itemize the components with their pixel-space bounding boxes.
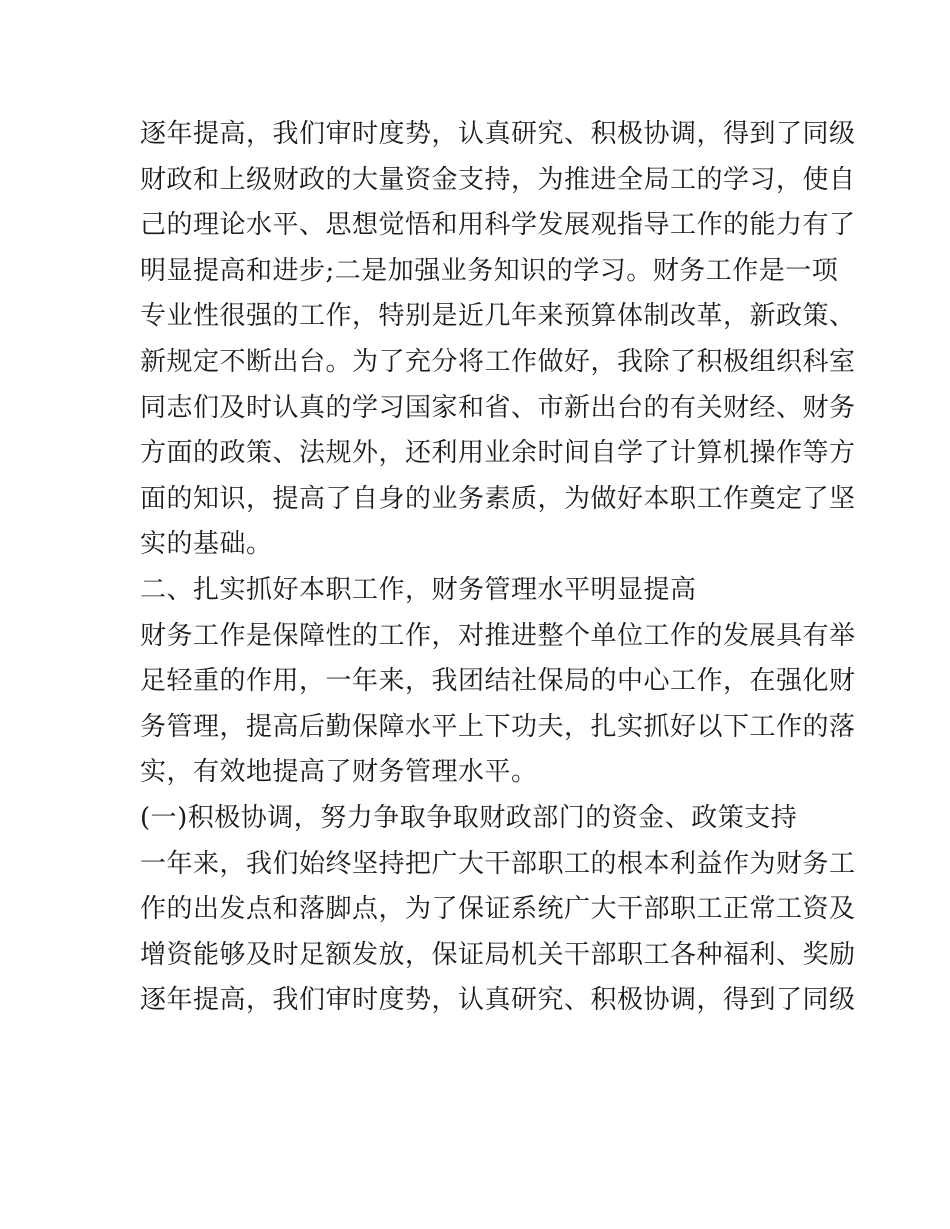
text-line: 新规定不断出台。为了充分将工作做好，我除了积极组织科室 [140, 346, 856, 377]
text-line: 同志们及时认真的学习国家和省、市新出台的有关财经、财务 [140, 392, 856, 423]
text-line: 一年来，我们始终坚持把广大干部职工的根本利益作为财务工 [140, 848, 856, 879]
text-line: 逐年提高，我们审时度势，认真研究、积极协调，得到了同级 [140, 985, 856, 1016]
section-heading: 二、扎实抓好本职工作，财务管理水平明显提高 [140, 574, 697, 605]
text-line: 增资能够及时足额发放，保证局机关干部职工各种福利、奖励 [140, 939, 856, 970]
text-line: 面的知识，提高了自身的业务素质，为做好本职工作奠定了坚 [140, 483, 856, 514]
text-line: 方面的政策、法规外，还利用业余时间自学了计算机操作等方 [140, 438, 856, 469]
text-line: 财务工作是保障性的工作，对推进整个单位工作的发展具有举 [140, 620, 856, 651]
text-line: 实，有效地提高了财务管理水平。 [140, 757, 538, 788]
text-line: 专业性很强的工作，特别是近几年来预算体制改革，新政策、 [140, 301, 856, 332]
subsection-heading: (一)积极协调，努力争取争取财政部门的资金、政策支持 [140, 802, 798, 833]
text-line: 实的基础。 [140, 529, 273, 560]
document-body [140, 112, 856, 1024]
text-line: 逐年提高，我们审时度势，认真研究、积极协调，得到了同级 [140, 119, 856, 149]
text-line: 足轻重的作用，一年来，我团结社保局的中心工作，在强化财 [140, 666, 856, 697]
text-line: 明显提高和进步;二是加强业务知识的学习。财务工作是一项 [140, 255, 839, 286]
text-line: 己的理论水平、思想觉悟和用科学发展观指导工作的能力有了 [140, 210, 856, 241]
text-line: 财政和上级财政的大量资金支持，为推进全局工的学习，使自 [140, 164, 856, 195]
text-line: 作的出发点和落脚点，为了保证系统广大干部职工正常工资及 [140, 894, 856, 925]
text-line: 务管理，提高后勤保障水平上下功夫，扎实抓好以下工作的落 [140, 711, 856, 742]
